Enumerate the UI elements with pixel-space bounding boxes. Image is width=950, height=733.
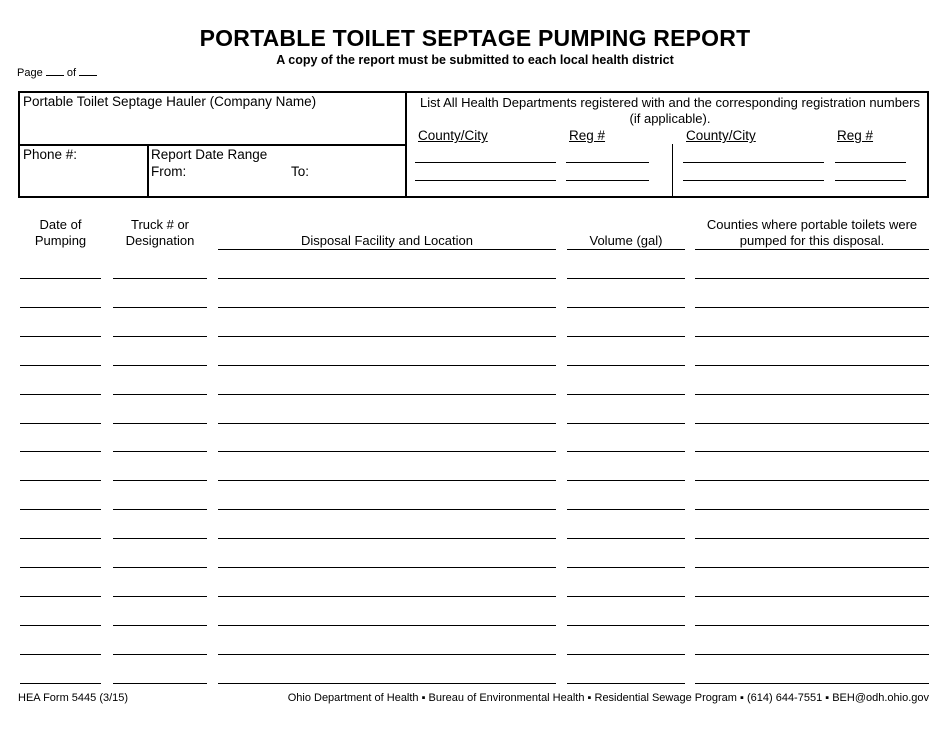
date-field[interactable] xyxy=(20,683,101,684)
county-city-field-line[interactable] xyxy=(683,162,824,163)
form-id: HEA Form 5445 (3/15) xyxy=(18,692,129,704)
volume-field[interactable] xyxy=(567,683,685,684)
from-label: From: xyxy=(151,164,187,179)
volume-field[interactable] xyxy=(567,336,685,337)
truck-field[interactable] xyxy=(113,509,207,510)
date-field[interactable] xyxy=(20,423,101,424)
county-city-label: County/City xyxy=(418,128,488,143)
volume-field[interactable] xyxy=(567,365,685,366)
facility-field[interactable] xyxy=(218,480,556,481)
date-field[interactable] xyxy=(20,336,101,337)
truck-field[interactable] xyxy=(113,423,207,424)
report-date-range-label: Report Date Range xyxy=(151,147,268,162)
truck-field[interactable] xyxy=(113,480,207,481)
counties-field[interactable] xyxy=(695,336,929,337)
column-header-counties: Counties where portable toilets were pumped for this disposal. xyxy=(706,217,918,248)
date-field[interactable] xyxy=(20,278,101,279)
divider xyxy=(567,249,685,250)
divider xyxy=(218,249,556,250)
divider xyxy=(147,145,149,196)
truck-field[interactable] xyxy=(113,596,207,597)
truck-field[interactable] xyxy=(113,307,207,308)
counties-field[interactable] xyxy=(695,567,929,568)
truck-field[interactable] xyxy=(113,365,207,366)
volume-field[interactable] xyxy=(567,423,685,424)
county-city-field-line[interactable] xyxy=(415,180,556,181)
truck-field[interactable] xyxy=(113,567,207,568)
date-field[interactable] xyxy=(20,567,101,568)
facility-field[interactable] xyxy=(218,567,556,568)
company-name-field[interactable] xyxy=(23,113,401,141)
facility-field[interactable] xyxy=(218,654,556,655)
divider xyxy=(405,93,407,196)
header-box xyxy=(18,91,929,198)
divider xyxy=(20,144,405,146)
column-header-facility: Disposal Facility and Location xyxy=(301,233,473,248)
truck-field[interactable] xyxy=(113,394,207,395)
truck-field[interactable] xyxy=(113,336,207,337)
counties-field[interactable] xyxy=(695,625,929,626)
reg-number-field-line[interactable] xyxy=(566,162,649,163)
truck-field[interactable] xyxy=(113,278,207,279)
form-title: PORTABLE TOILET SEPTAGE PUMPING REPORT xyxy=(199,25,751,51)
truck-field[interactable] xyxy=(113,654,207,655)
of-label: of xyxy=(66,67,77,79)
volume-field[interactable] xyxy=(567,538,685,539)
reg-number-label: Reg # xyxy=(837,128,874,143)
phone-field[interactable] xyxy=(23,165,143,193)
counties-field[interactable] xyxy=(695,423,929,424)
facility-field[interactable] xyxy=(218,423,556,424)
volume-field[interactable] xyxy=(567,567,685,568)
company-name-label: Portable Toilet Septage Hauler (Company Name) xyxy=(23,94,317,109)
counties-field[interactable] xyxy=(695,365,929,366)
column-header-truck: Truck # or Designation xyxy=(125,217,195,248)
facility-field[interactable] xyxy=(218,365,556,366)
volume-field[interactable] xyxy=(567,596,685,597)
date-field[interactable] xyxy=(20,480,101,481)
date-field[interactable] xyxy=(20,509,101,510)
date-field[interactable] xyxy=(20,451,101,452)
column-header-volume: Volume (gal) xyxy=(589,233,663,248)
facility-field[interactable] xyxy=(218,538,556,539)
counties-field[interactable] xyxy=(695,654,929,655)
facility-field[interactable] xyxy=(218,683,556,684)
facility-field[interactable] xyxy=(218,509,556,510)
page-total-field[interactable] xyxy=(79,66,97,76)
date-field[interactable] xyxy=(20,538,101,539)
form-subtitle: A copy of the report must be submitted to each local health district xyxy=(276,53,674,67)
phone-label: Phone #: xyxy=(23,147,78,162)
volume-field[interactable] xyxy=(567,278,685,279)
reg-number-field-line[interactable] xyxy=(835,180,906,181)
volume-field[interactable] xyxy=(567,480,685,481)
truck-field[interactable] xyxy=(113,538,207,539)
reg-number-label: Reg # xyxy=(569,128,606,143)
date-field[interactable] xyxy=(20,625,101,626)
reg-number-field-line[interactable] xyxy=(835,162,906,163)
counties-field[interactable] xyxy=(695,307,929,308)
counties-field[interactable] xyxy=(695,596,929,597)
page-label: Page xyxy=(17,67,43,79)
date-field[interactable] xyxy=(20,394,101,395)
to-label: To: xyxy=(291,164,310,179)
county-city-field-line[interactable] xyxy=(683,180,824,181)
agency-contact: Ohio Department of Health ▪ Bureau of Environmental Health ▪ Residential Sewage Program ▪ (614) 644-7551 ▪ BEH@odh.ohio.gov xyxy=(287,692,929,704)
facility-field[interactable] xyxy=(218,625,556,626)
counties-field[interactable] xyxy=(695,683,929,684)
counties-field[interactable] xyxy=(695,509,929,510)
counties-field[interactable] xyxy=(695,538,929,539)
county-city-label: County/City xyxy=(686,128,756,143)
date-field[interactable] xyxy=(20,307,101,308)
counties-field[interactable] xyxy=(695,278,929,279)
counties-field[interactable] xyxy=(695,394,929,395)
volume-field[interactable] xyxy=(567,625,685,626)
facility-field[interactable] xyxy=(218,336,556,337)
health-dept-instructions: List All Health Departments registered with and the corresponding registration numbers (if applicable). xyxy=(419,95,921,126)
counties-field[interactable] xyxy=(695,451,929,452)
page-number-field[interactable] xyxy=(46,66,64,76)
column-header-date: Date of Pumping xyxy=(34,217,87,248)
date-field[interactable] xyxy=(20,654,101,655)
truck-field[interactable] xyxy=(113,683,207,684)
truck-field[interactable] xyxy=(113,451,207,452)
volume-field[interactable] xyxy=(567,654,685,655)
counties-field[interactable] xyxy=(695,480,929,481)
volume-field[interactable] xyxy=(567,394,685,395)
page-counter xyxy=(17,66,97,79)
facility-field[interactable] xyxy=(218,278,556,279)
facility-field[interactable] xyxy=(218,394,556,395)
county-city-field-line[interactable] xyxy=(415,162,556,163)
date-field[interactable] xyxy=(20,365,101,366)
volume-field[interactable] xyxy=(567,451,685,452)
reg-number-field-line[interactable] xyxy=(566,180,649,181)
truck-field[interactable] xyxy=(113,625,207,626)
divider xyxy=(672,144,673,196)
facility-field[interactable] xyxy=(218,596,556,597)
volume-field[interactable] xyxy=(567,307,685,308)
facility-field[interactable] xyxy=(218,307,556,308)
facility-field[interactable] xyxy=(218,451,556,452)
divider xyxy=(695,249,929,250)
volume-field[interactable] xyxy=(567,509,685,510)
date-field[interactable] xyxy=(20,596,101,597)
